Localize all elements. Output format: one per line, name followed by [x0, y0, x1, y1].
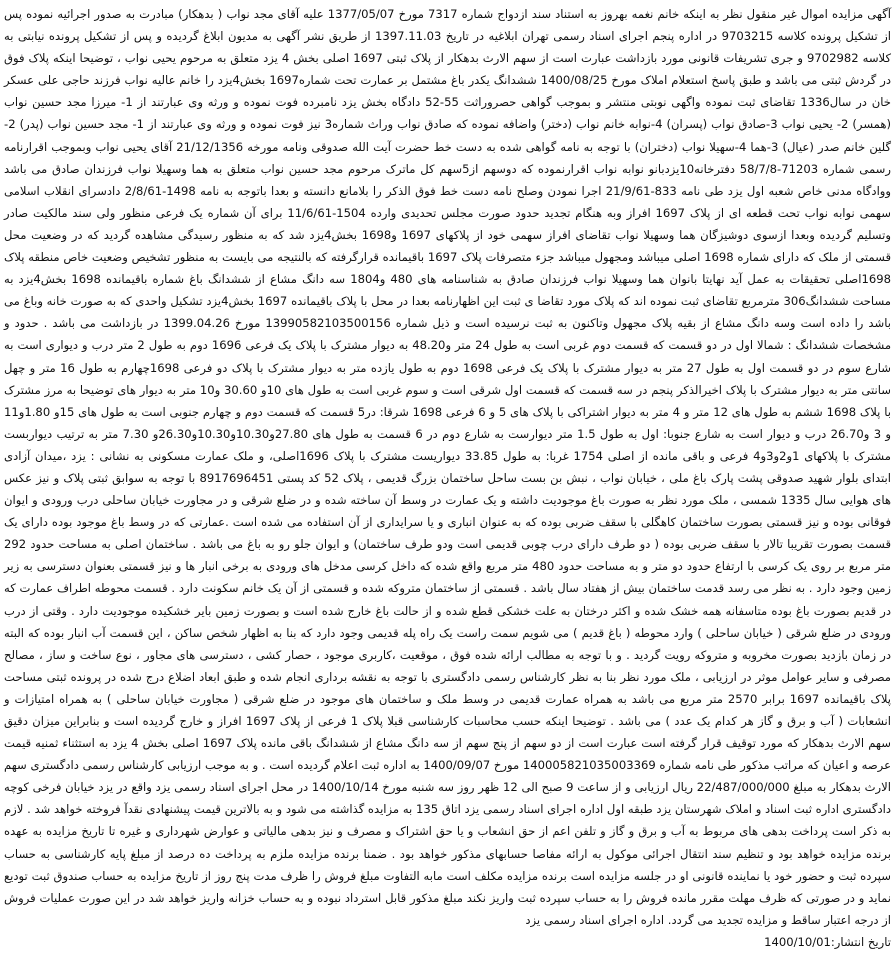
publication-date: تاریخ انتشار:1400/10/01 — [764, 934, 891, 949]
notice-body-text: آگهی مزایده اموال غیر منقول نظر به اینکه خانم نغمه بهروز به استناد سند ازدواج شماره 7317 مورخ 1377/05/07 علیه آقای مجد نواب ( بدهکار) مبادرت به صدور اجرائیه نموده پس از تشکیل پرونده کلاسه 9703215 در اداره پنجم اجرای اسناد رسمی تهران ابلاغیه در تاریخ 1397.11.03 از طریق نشر آگهی به مدیون ابلاغ گردیده و پس از تشکیل پرونده نیابتی به کلاسه 9702982 و جری تشریفات قانونی مورد بازداشت عبارت است از سهم الارث بدهکار از پلاک ثبتی 1697 اصلی بخش 4 یزد متعلق به مرحوم یحیی نواب ، توضیحا اینکه پلاک فوق در گردش ثبتی می باشد و طبق پاسخ استعلام املاک مورخ 1400/08/25 ششدانگ یکدر باغ مشتمل بر عمارت تحت شماره1697 بخش4یزد را خانم عالیه نواب فرزند حاجی علی عسکر خان در سال1336 تقاضای ثبت نموده واگهی نوبتی منتشر و بموجب گواهی حصروراثت 55-52 دادگاه بخش یزد نامبرده فوت نموده و ورثه وی عبارتند از 1- میرزا مجد حسین نواب (همسر) 2- یحیی نواب 3-صادق نواب (پسران) 4-نوابه خانم نواب (دختر) واضافه نموده که صادق نواب وراث شماره3 نیز فوت نموده و ورثه وی عبارتند از 1- مجد حسین نواب (پدر) 2-گلین خانم صدر (عیال) 3-هما 4-سهیلا نواب (دختران) با توجه به نامه گواهی شده به دست خط حضرت آیت الله صدوقی ونامه مورخه 21/12/1356 آقای یحیی نواب وبموجب اقرارنامه رسمی شماره 71203-58/7/8 دفترخانه10یزدبانو نوابه نواب اقرارنموده که دوسهم از5سهم کل ماترک مرحوم مجد حسین نواب متعلق به هما وسهیلا نواب فرزندان صادق می باشد ووادگاه مدنی خاص شعبه اول یزد طی نامه 833-21/9/61 اجرا نمودن وصلح نامه دست خط فوق الذکر را بلامانع دانسته و بعدا باتوجه به نامه 1498-2/8/61 دادسرای انقلاب اسلامی سهمی نوابه نواب تحت قطعه ای از پلاک 1697 افراز وبه هنگام تجدید حدود صورت مجلس تحدیدی وارده 1504-11/6/61 برای آن شماره یک فرعی منظور ولی سند مالکیت صادر وتسلیم گردیده وبعدا ازسوی دوشیزگان هما وسهیلا نواب تقاضای افراز سهمی خود از پلاکهای 1697 و1698 بخش4یزد شد که به منظور رسیدگی مشاهده گردید که در وضعیت محل قسمتی از ملک که دارای شماره 1698 اصلی میباشد ومجهول میباشد جزء متصرفات پلاک 1697 باقیمانده قرارگرفته که بالنتیجه می بایست به منظور تشخیص وضعیت خاص منطقه پلاک 1698اصلی تحقیقات به عمل آید نهایتا بانوان هما وسهیلا نواب فرزندان صادق به شناسنامه های 480 و1804 سه دانگ مشاع از ششدانگ باغ شماره باقیمانده 1698 بخش4یزد به مساحت ششدانگ306 مترمربع تقاضای ثبت نموده اند که پلاک مورد تقاضا ی ثبت این اظهارنامه بعدا در محل با پلاک باقیمانده 1697 بخش4یزد تشکیل واحدی که به صورت خانه وباغ می باشد را داده است وسه دانگ مشاع از بقیه پلاک مجهول وتاکنون به ثبت نرسیده است و ذیل شماره 13990582103500156 مورخ 1399.04.26 در بازداشت می باشد . حدود و مشخصات ششدانگ : شمالا اول در دو قسمت که قسمت دوم غربی است به طول 24 متر و48.20 به دیوار مشترک با پلاک یک فرعی 1696 دوم به طول 2 متر درب و دیواری است به شارع سوم در دو قسمت اول به طول 27 متر به دیوار مشترک با پلاک یک فرعی 1698 دوم به طول یازده متر به دیوار مشترک با پلاک دو فرعی 1698چهارم به طول 16 متر و چهل سانتی متر به دیوار مشترک با پلاک اخیرالذکر پنجم در سه قسمت که قسمت اول شرقی است و سوم غربی است به طول های 10و 30.60 و10 متر به دیوار های توضیحا به مرز مشترک با پلاک 1698 ششم به طول های 12 متر و 4 متر به دیوار اشتراکی با پلاک های 5 و 6 فرعی 1698 شرقا: در5 قسمت که قسمت دوم و چهارم جنوبی است به طول های 15و 1.80و11 و 3 و26.70 درب و دیوار است به شارع جنوبا: اول به طول 1.5 متر دیوارست به شارع دوم در 6 قسمت به طول های 27.80و10.30و10.30و26.30و 7.30 متر به ترتیب دیواربست مشترک با پلاکهای 1و2و3و4 فرعی و باقی مانده از اصلی 1754 غربا: به طول 33.85 دیواریست مشترک با پلاک 1696اصلی، و ملک عمارت مسکونی به نشانی : یزد ،میدان آزادی ابتدای بلوار شهید صدوقی پشت پارک باغ ملی ، خیابان نواب ، نبش بن بست ساحل ساختمان بزرگ قدیمی ، پلاک 52 کد پستی 8917696451 با توجه به سوابق ثبتی پلاک و نیز عکس های هوایی سال 1335 شمسی ، ملک مورد نظر به صورت باغ موجودیت داشته و یک عمارت در وسط آن ساخته شده و در ضلع شرقی و در مجاورت خیابان ساحلی درب ورودی و ایوان فوقانی بوده و نیز قسمتی بصورت ساختمان کاهگلی با سقف ضربی بوده که به عنوان انباری و یا سرایداری از آن استفاده می شده است .عمارتی که در وسط باغ موجود بوده دارای یک قسمت بصورت تقریبا تالار با سقف ضربی بوده ( دو طرف دارای درب چوبی قدیمی است ودو طرف ساختمان) و ایوان جلو رو به باغ می باشد . ساختمان اصلی به مساحت حدود 292 متر مربع بر روی یک کرسی با ارتفاع حدود دو متر و به مساحت حدود 480 متر مربع واقع شده که داخل کرسی مدخل های ورودی به برخی انبار ها و نیز قسمتی بعنوان دسترسی به زیر زمین وجود دارد . به نظر می رسد قدمت ساختمان بیش از هفتاد سال باشد . قسمتی از ساختمان متروکه شده و قسمتی از آن یک خانم سکونت دارد . قسمت محوطه اطراف عمارت که در قدیم بصورت باغ بوده متاسفانه همه خشک شده و اکثر درختان به علت خشکی قطع شده و از حالت باغ خارج شده است و بصورت زمین بایر خشکیده موجودیت دارد . وقتی از درب ورودی در ضلع شرقی ( خیابان ساحلی ) وارد محوطه ( باغ قدیم ) می شویم سمت راست یک راه پله قدیمی وجود دارد که بنا به اظهار شخص ساکن ، این قسمت آب انبار بوده که البته در زمان بازدید بصورت مخروبه و متروکه رویت گردید . و با توجه به مطالب ارائه شده فوق ، موقعیت ،کاربری موجود ، حصار کشی ، دسترسی های مجاور ، نوع ساخت و ساز ، مصالح مصرفی و سایر عوامل موثر در ارزیابی ، ملک مورد نظر بنا به نظر کارشناس رسمی دادگستری با توجه به نقشه برداری انجام شده و طبق ابعاد اضلاع درج شده در پرونده ثبتی مساحت پلاک باقیمانده 1697 برابر 2570 متر مربع می باشد به همراه عمارت قدیمی در وسط ملک و ساختمان های موجود در ضلع شرقی ( مجاورت خیابان ساحلی ) به همراه امتیازات و انشعابات ( آب و برق و گاز هر کدام یک عدد ) می باشد . توضیحا اینکه حسب محاسبات کارشناسی قبلا پلاک 1 فرعی از پلاک 1697 افراز و خارج گردیده است و بنابراین میزان دقیق سهم الارث بدهکار که مورد توقیف قرار گرفته است عبارت است از دو سهم از پنج سهم از سه دانگ مشاع از ششدانگ باقی مانده پلاک 1697 اصلی بخش 4 یزد به استثناء ثمنیه قیمت عرصه و اعیان که مراتب مذکور طی نامه شماره 140005821035003369 مورخ 1400/09/07 به اداره ثبت اعلام گردیده است . و به موجب ارزیابی کارشناس رسمی دادگستری سهم الارث بدهکار به مبلغ 22/487/000/000 ریال ارزیابی و از ساعت 9 صبح الی 12 ظهر روز سه شنبه مورخ 1400/10/14 در محل اجرای اسناد رسمی یزد واقع در یزد خیابان فرخی کوچه دادگستری اداره ثبت اسناد و املاک شهرستان یزد طبقه اول اداره اجرای اسناد رسمی یزد اتاق 135 به مزایده گذاشته می شود و به بالاترین قیمت پیشنهادی نقدآ فروخته خواهد شد . لازم به ذکر است پرداخت بدهی های مربوط به آب و برق و گاز و تلفن اعم از حق انشعاب و یا حق اشتراک و مصرف و نیز بدهی مالیاتی و عوارض شهرداری و غیره تا تاریخ مزایده به عهده برنده مزایده خواهد بود و تنظیم سند انتقال اجرائی موکول به ارائه مفاصا حسابهای مذکور خواهد بود . ضمنا برنده مزایده ملزم به پرداخت ده درصد از مبلغ پایه کارشناسی به حساب سپرده ثبت و حضور خود یا نماینده قانونی او در جلسه مزایده است برنده مزایده مکلف است مابه التفاوت مبلغ فروش را ظرف مدت پنج روز از تاریخ مزایده به حساب صندوق ثبت تودیع نماید و در صورتی که ظرف مهلت مقرر مانده فروش را به حساب سپرده ثبت واریز نکند مبلغ مذکور قابل استرداد نبوده و به حساب خزانه واریز خواهد شد در این صورت عملیات فروش از درجه اعتبار ساقط و مزایده تجدید می گردد. اداره اجرای اسناد رسمی یزد — [4, 7, 892, 927]
